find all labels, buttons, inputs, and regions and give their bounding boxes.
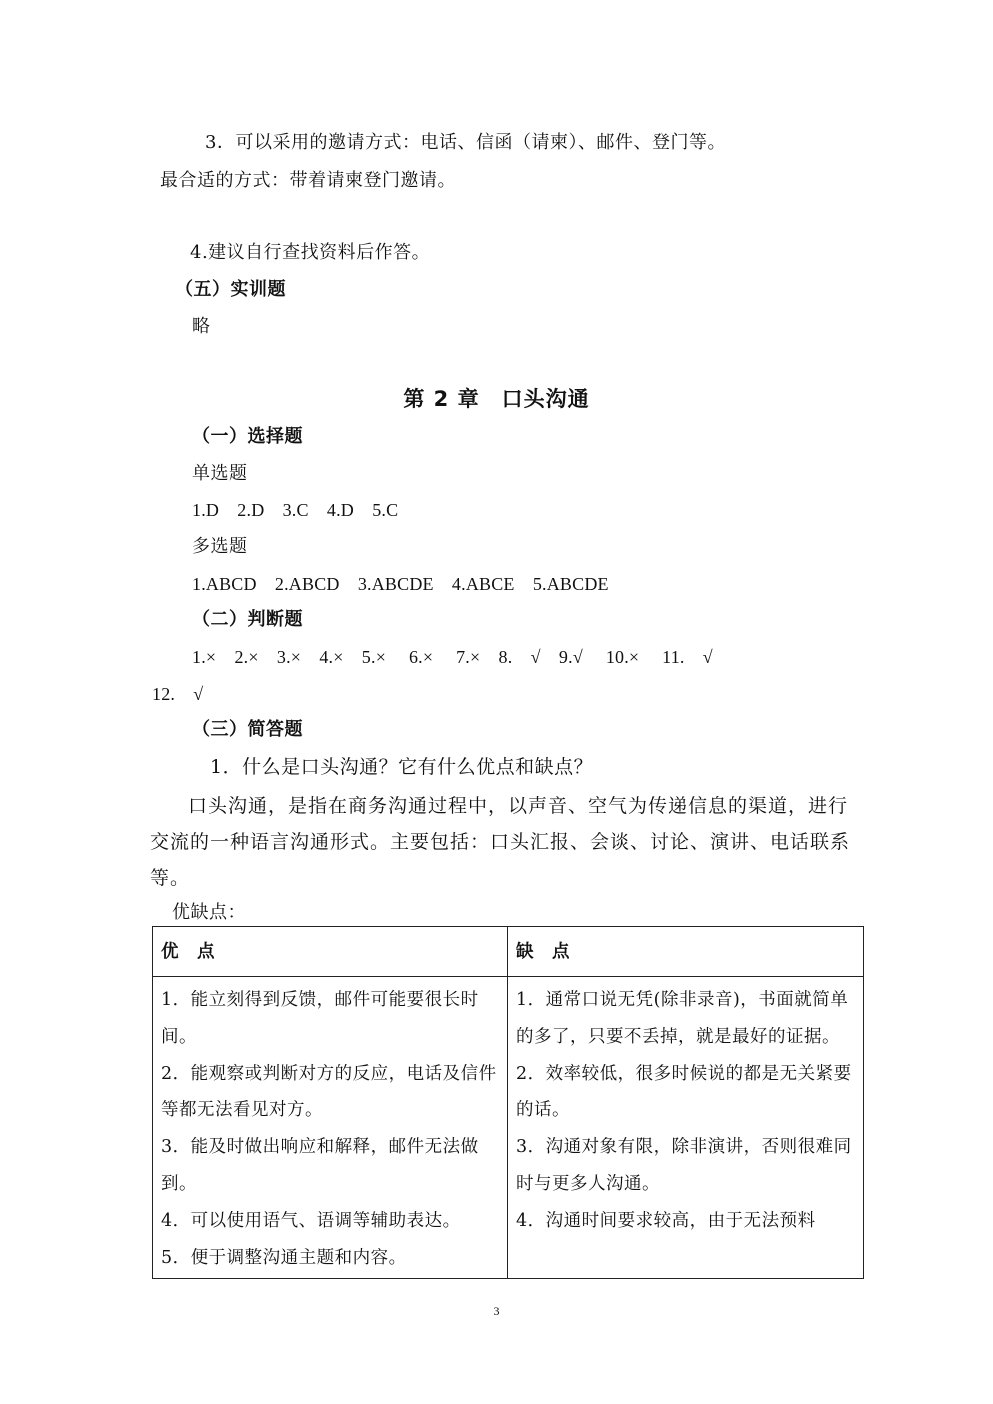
single-choice-label: 单选题 [192, 463, 248, 484]
pros-item-1: 1．能立刻得到反馈，邮件可能要很长时间。 [161, 990, 479, 1047]
definition-paragraph [150, 788, 850, 896]
pros-cons-label: 优缺点： [172, 902, 246, 923]
multi-choice-label: 多选题 [192, 536, 248, 557]
q4-text: 4.建议自行查找资料后作答。 [190, 242, 431, 263]
section5-heading: （五）实训题 [175, 279, 286, 300]
short-answer-heading: （三）简答题 [192, 719, 303, 740]
page-number: 3 [493, 1304, 500, 1318]
table-row [153, 977, 864, 1279]
judge-answers-line1: 1.× 2.× 3.× 4.× 5.× 6.× 7.× 8. √ 9.√ 10.× 11. √ [192, 647, 713, 667]
pros-header: 优 点 [153, 927, 508, 977]
multi-choice-answers: 1.ABCD 2.ABCD 3.ABCDE 4.ABCE 5.ABCDE [192, 574, 609, 594]
cons-item-4: 4．沟通时间要求较高，由于无法预料 [516, 1210, 816, 1231]
judge-answers-line2: 12. √ [152, 684, 204, 704]
pros-item-5: 5．便于调整沟通主题和内容。 [161, 1247, 407, 1268]
short-answer-q1: 1．什么是口头沟通？它有什么优点和缺点？ [210, 756, 594, 778]
judge-section-heading: （二）判断题 [192, 609, 303, 630]
definition-text: 口头沟通，是指在商务沟通过程中，以声音、空气为传递信息的渠道，进行交流的一种语言沟通形式。主要包括：口头汇报、会谈、讨论、演讲、电话联系等。 [150, 795, 851, 889]
pros-cell [153, 977, 508, 1279]
pros-cons-table [152, 926, 864, 1279]
single-choice-answers: 1.D 2.D 3.C 4.D 5.C [192, 500, 399, 520]
cons-cell [508, 977, 864, 1279]
q3-options-text: 3．可以采用的邀请方式：电话、信函（请柬）、邮件、登门等。 [205, 132, 726, 153]
cons-header: 缺 点 [508, 927, 864, 977]
choice-section-heading: （一）选择题 [192, 426, 303, 447]
pros-item-3: 3．能及时做出响应和解释，邮件无法做到。 [161, 1137, 479, 1194]
q3-best-method-text: 最合适的方式：带着请柬登门邀请。 [160, 170, 456, 191]
cons-item-1: 1．通常口说无凭(除非录音)，书面就简单的多了，只要不丢掉，就是最好的证据。 [516, 990, 849, 1047]
chapter-title: 第 2 章 口头沟通 [403, 387, 590, 411]
cons-item-3: 3．沟通对象有限，除非演讲，否则很难同时与更多人沟通。 [516, 1137, 852, 1194]
cons-item-2: 2．效率较低，很多时候说的都是无关紧要的话。 [516, 1063, 852, 1121]
pros-item-4: 4．可以使用语气、语调等辅助表达。 [161, 1210, 461, 1231]
table-header-row [153, 927, 864, 977]
pros-item-2: 2．能观察或判断对方的反应，电话及信件等都无法看见对方。 [161, 1063, 497, 1121]
section5-answer: 略 [192, 316, 211, 337]
